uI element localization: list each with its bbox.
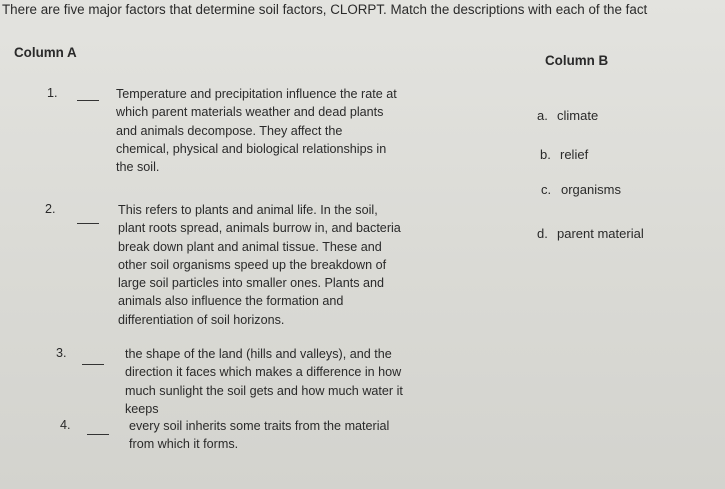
column-a-heading: Column A (14, 45, 77, 60)
item-3-line: keeps (125, 401, 159, 416)
item-3-line: much sunlight the soil gets and how much water it (125, 383, 403, 398)
item-2-line: break down plant and animal tissue. These and (118, 239, 382, 254)
item-1-line: which parent materials weather and dead plants (116, 105, 384, 120)
item-1-line: Temperature and precipitation influence the rate at (116, 87, 397, 101)
item-4-number: 4. (60, 418, 71, 432)
option-letter: a. (537, 108, 548, 123)
item-2-line: This refers to plants and animal life. In the soil, (118, 203, 378, 217)
option-text: relief (560, 147, 589, 162)
column-b-heading: Column B (545, 53, 609, 68)
item-4-line: from which it forms. (129, 437, 239, 452)
item-4-answer-blank[interactable] (87, 434, 109, 435)
item-2-line: plant roots spread, animals burrow in, and bacteria (118, 221, 401, 236)
option-climate (537, 108, 598, 123)
option-letter: c. (541, 182, 552, 197)
instructions-text: There are five major factors that determine soil factors, CLORPT. Match the descriptions with each of the fact (2, 2, 648, 17)
item-3-number: 3. (56, 346, 67, 360)
option-parent-material (537, 226, 644, 241)
item-1-number: 1. (47, 86, 58, 100)
option-text: climate (557, 108, 599, 123)
item-1-line: the soil. (116, 160, 160, 175)
option-text: organisms (561, 182, 621, 197)
item-2-description (118, 201, 401, 329)
option-letter: b. (540, 147, 551, 162)
item-2-line: differentiation of soil horizons. (118, 312, 285, 327)
item-1-line: and animals decompose. They affect the (116, 123, 343, 138)
item-3-description (125, 345, 403, 418)
item-3-line: the shape of the land (hills and valleys), and the (125, 347, 392, 361)
option-text: parent material (557, 226, 644, 241)
item-4-line: every soil inherits some traits from the material (129, 419, 390, 433)
item-2-line: other soil organisms speed up the breakdown of (118, 257, 387, 272)
option-organisms (541, 182, 621, 197)
option-relief (540, 147, 588, 162)
option-letter: d. (537, 226, 548, 241)
item-1-line: chemical, physical and biological relationships in (116, 141, 387, 156)
item-1-description (116, 85, 397, 176)
item-3-line: direction it faces which makes a difference in how (125, 365, 402, 380)
item-1-answer-blank[interactable] (77, 100, 99, 101)
item-4-description (129, 417, 389, 454)
item-2-answer-blank[interactable] (77, 223, 99, 224)
item-3-answer-blank[interactable] (82, 364, 104, 365)
item-2-number: 2. (45, 202, 56, 216)
item-2-line: animals also influence the formation and (118, 294, 344, 309)
item-2-line: large soil particles into smaller ones. Plants and (118, 276, 384, 291)
